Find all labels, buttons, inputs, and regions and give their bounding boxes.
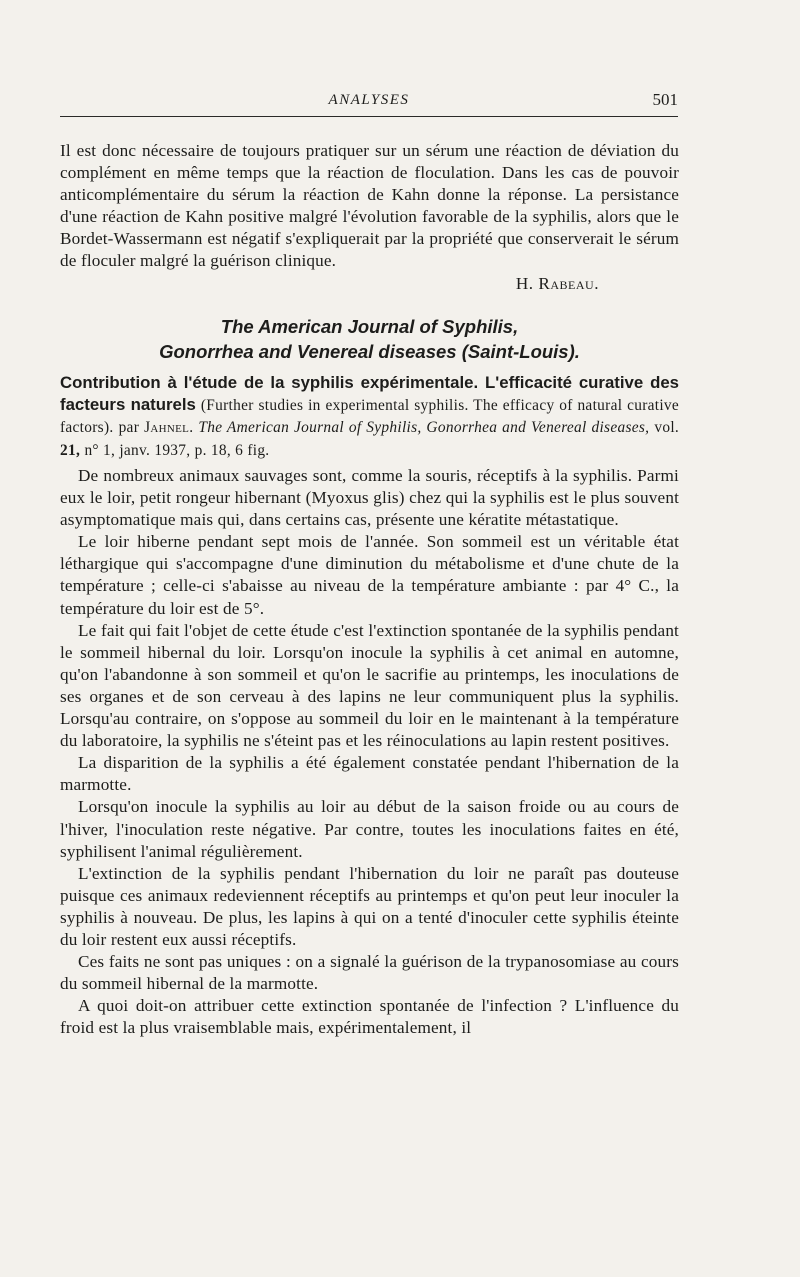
article-abstract — [60, 372, 679, 1039]
article-by: par — [118, 419, 140, 436]
intro-paragraph: Il est donc nécessaire de toujours pratiquer sur un sérum une réaction de déviation du complément en même temps que la réaction de floculation. Dans les cas de pouvoir anticomplémentaire du sérum la réaction de Kahn donne la réponse. La persistance d'une réaction de Kahn positive malgré l'évolution favorable de la syphilis, alors que le Bordet-Wassermann est négatif s'expliquerait par la propriété que conserverait le sérum de floculer malgré la guérison clinique. — [60, 141, 679, 271]
paragraph-3: Le fait qui fait l'objet de cette étude c'est l'extinction spontanée de la syphilis pendant le sommeil hibernal du loir. Lorsqu'on inocule la syphilis à cet animal en automne, qu'on l'abandonne à son sommeil et qu'on le sacrifie au printemps, les inoculations de ses organes et de son cerveau à des lapins ne leur communiquent plus la syphilis. Lorsqu'au contraire, on s'oppose au sommeil du loir en le maintenant à la température du laboratoire, la syphilis ne s'éteint pas et les réinoculations au lapin restent positives. — [60, 620, 679, 751]
paragraph-1: De nombreux animaux sauvages sont, comme la souris, réceptifs à la syphilis. Parmi eux le loir, petit rongeur hibernant (Myoxus glis) chez qui la syphilis est le plus souvent asymptomatique mais qui, dans certains cas, présente une kératite métastatique. — [60, 466, 679, 530]
signature-initial: H. — [515, 273, 534, 293]
article-reference — [60, 372, 679, 461]
page-number: 501 — [652, 90, 678, 109]
paragraph-4: La disparition de la syphilis a été également constatée pendant l'hibernation de la marmotte. — [60, 753, 679, 795]
journal-title-line2: Gonorrhea and Venereal diseases (Saint-Louis). — [159, 341, 580, 362]
article-english-title: (Further studies in experimental syphilis. The efficacy of natural curative factors). — [60, 396, 680, 436]
signature — [60, 273, 679, 295]
running-head — [60, 90, 678, 117]
paragraph-7: Ces faits ne sont pas uniques : on a signalé la guérison de la trypanosomiase au cours du sommeil hibernal de la marmotte. — [60, 952, 679, 994]
article-journal-ref: The American Journal of Syphilis, Gonorrhea and Venereal diseases, — [198, 419, 650, 436]
paragraph-5: Lorsqu'on inocule la syphilis au loir au début de la saison froide ou au cours de l'hiver, l'inoculation reste négative. Par contre, toutes les inoculations faites en été, syphilisent l'animal régulièrement. — [60, 797, 679, 861]
article-author: Jahnel. — [144, 419, 194, 436]
article-vol-label: vol. — [654, 419, 680, 436]
article-issue-pages: n° 1, janv. 1937, p. 18, 6 fig. — [84, 441, 270, 459]
signature-name: Rabeau. — [538, 273, 599, 293]
intro-section — [60, 140, 679, 295]
journal-title-line1: The American Journal of Syphilis, — [220, 316, 519, 337]
paragraph-2: Le loir hiberne pendant sept mois de l'année. Son sommeil est un véritable état léthargique qui s'accompagne d'une diminution du métabolisme et d'une chute de la température ; celle-ci s'abaisse au niveau de la température ambiante : par 4° C., la température du loir est de 5°. — [60, 532, 679, 618]
journal-heading — [60, 314, 679, 364]
paragraph-8: A quoi doit-on attribuer cette extinction spontanée de l'infection ? L'influence du froid est la plus vraisemblable mais, expérimentalement, il — [60, 996, 679, 1038]
paragraph-6: L'extinction de la syphilis pendant l'hibernation du loir ne paraît pas douteuse puisque ces animaux redeviennent réceptifs au printemps et qu'on peut leur inoculer la syphilis à nouveau. De plus, les lapins à qui on a tenté d'inoculer cette syphilis éteinte du loir restent eux aussi réceptifs. — [60, 863, 679, 949]
article-title: Contribution à l'étude de la syphilis expérimentale. L'efficacité curative des facteurs naturels — [60, 373, 679, 414]
article-vol-number: 21, — [60, 441, 81, 459]
running-title: ANALYSES — [328, 92, 410, 108]
